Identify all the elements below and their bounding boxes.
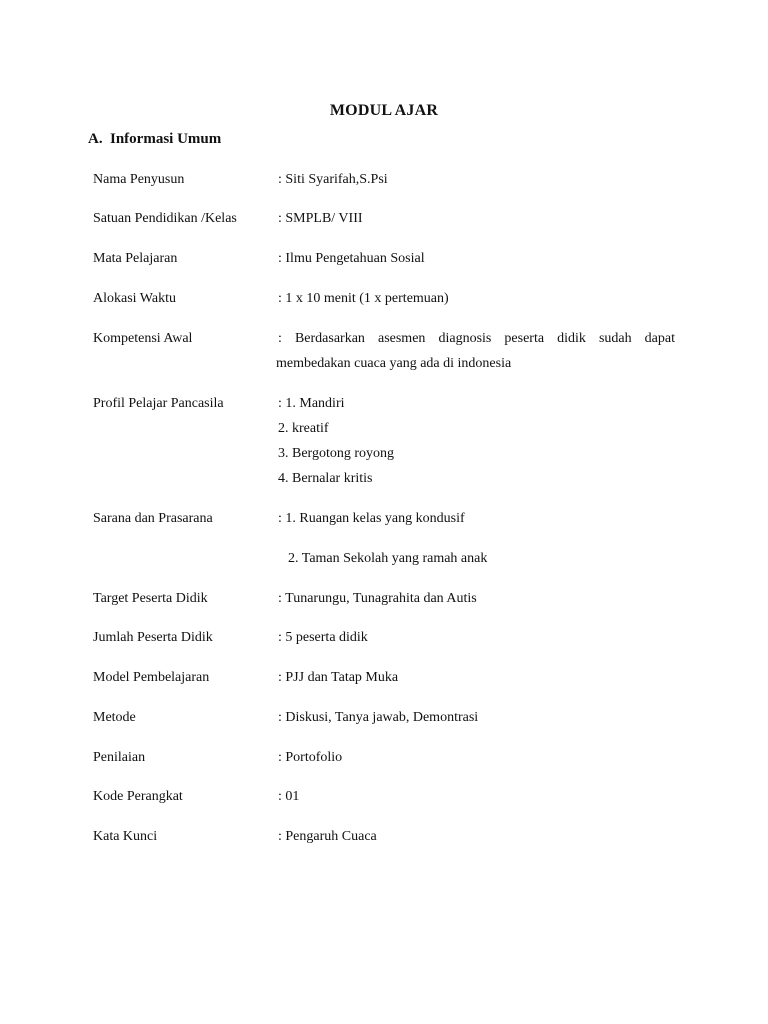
- field-value: : 5 peserta didik: [278, 630, 368, 645]
- list-item: 2. Taman Sekolah yang ramah anak: [288, 551, 488, 566]
- field-label: Nama Penyusun: [93, 172, 185, 187]
- section-letter: A.: [88, 131, 103, 147]
- field-label: Satuan Pendidikan /Kelas: [93, 211, 237, 226]
- field-value: : 1 x 10 menit (1 x pertemuan): [278, 291, 449, 306]
- field-label: Sarana dan Prasarana: [93, 511, 213, 526]
- field-value-list: [278, 391, 675, 491]
- field-label: Mata Pelajaran: [93, 251, 178, 266]
- field-value: : 01: [278, 789, 300, 804]
- field-label: Penilaian: [93, 750, 146, 765]
- field-label: Target Peserta Didik: [93, 591, 208, 606]
- field-value: : Ilmu Pengetahuan Sosial: [278, 251, 425, 266]
- list-item: : 1. Ruangan kelas yang kondusif: [278, 511, 465, 526]
- field-value: : Tunarungu, Tunagrahita dan Autis: [278, 591, 477, 606]
- document-title: MODUL AJAR: [329, 102, 439, 119]
- field-value: : SMPLB/ VIII: [278, 211, 363, 226]
- field-value-list: [278, 506, 675, 531]
- field-value-line: : Berdasarkan asesmen diagnosis peserta didik sudah dapat: [278, 331, 675, 346]
- field-value-list: [278, 546, 675, 571]
- list-item: 2. kreatif: [278, 421, 329, 436]
- field-label: Kompetensi Awal: [93, 331, 193, 346]
- list-item: 4. Bernalar kritis: [278, 471, 373, 486]
- section-title: Informasi Umum: [110, 131, 222, 147]
- section-heading: [88, 131, 221, 148]
- field-value: : Diskusi, Tanya jawab, Demontrasi: [278, 710, 479, 725]
- field-value-line: membedakan cuaca yang ada di indonesia: [276, 356, 512, 371]
- field-label: Model Pembelajaran: [93, 670, 210, 685]
- field-label: Metode: [93, 710, 136, 725]
- field-value: : PJJ dan Tatap Muka: [278, 670, 399, 685]
- field-value: [278, 326, 675, 376]
- field-label: Profil Pelajar Pancasila: [93, 396, 224, 411]
- list-item: 3. Bergotong royong: [278, 446, 395, 461]
- field-label: Jumlah Peserta Didik: [93, 630, 213, 645]
- field-label: Kode Perangkat: [93, 789, 183, 804]
- field-label: Kata Kunci: [93, 829, 158, 844]
- field-value: : Portofolio: [278, 750, 343, 765]
- field-value: : Siti Syarifah,S.Psi: [278, 172, 388, 187]
- field-value: : Pengaruh Cuaca: [278, 829, 377, 844]
- field-label: Alokasi Waktu: [93, 291, 176, 306]
- list-item: : 1. Mandiri: [278, 396, 345, 411]
